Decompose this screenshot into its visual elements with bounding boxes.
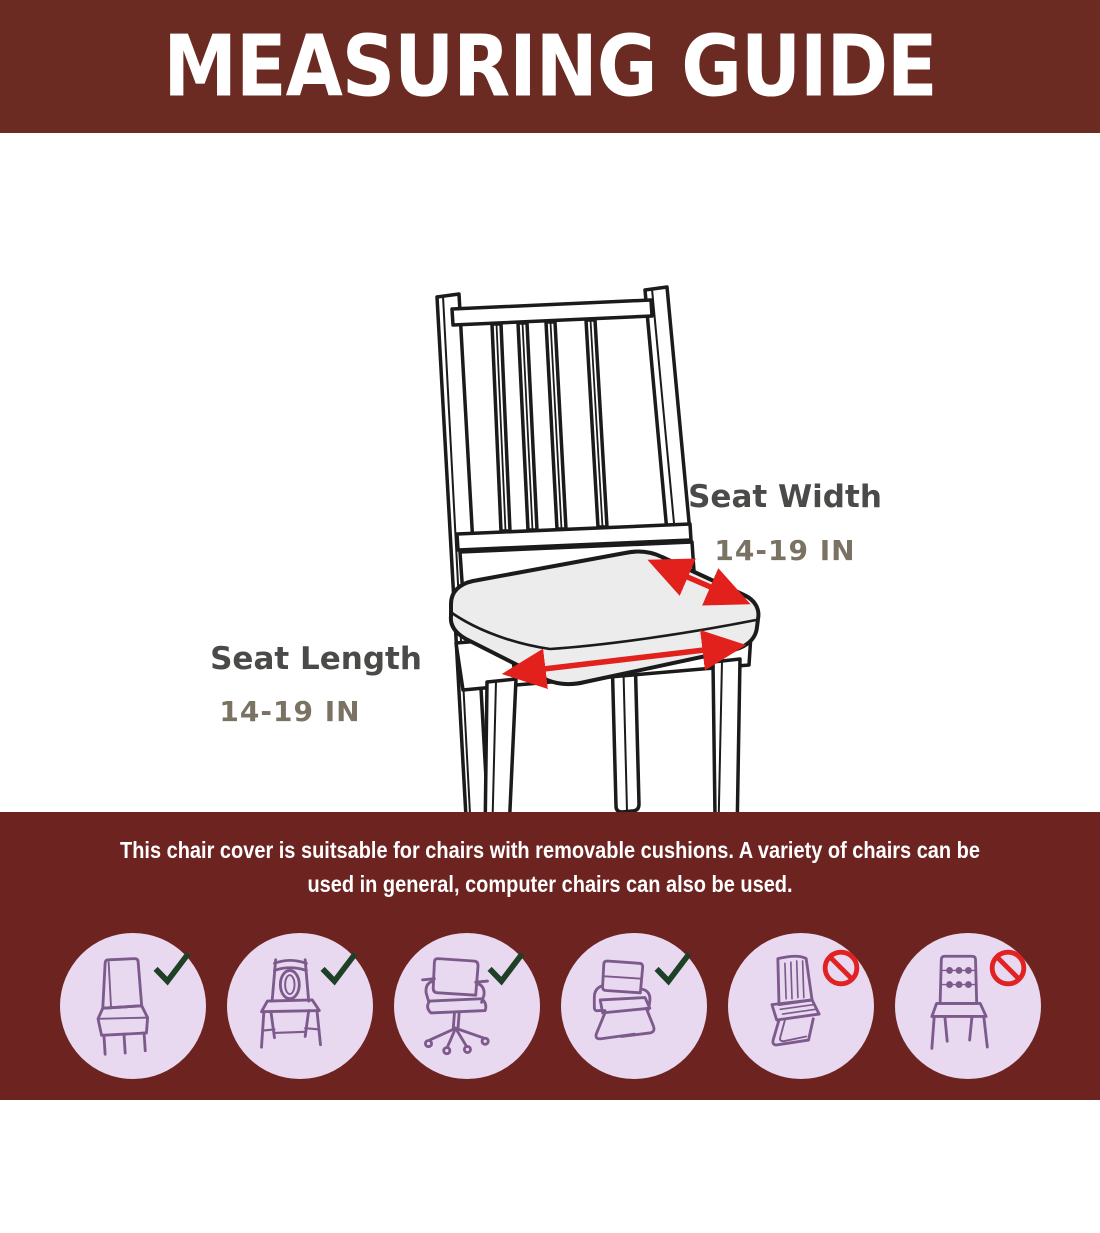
not-allowed-icon xyxy=(819,946,863,990)
info-band xyxy=(0,812,1100,1100)
suitability-item-slipcovered-chair xyxy=(60,933,206,1079)
check-icon xyxy=(320,950,358,988)
suitability-item-wooden-chair xyxy=(227,933,373,1079)
suitability-item-office-chair xyxy=(394,933,540,1079)
suitability-item-visitor-armchair xyxy=(561,933,707,1079)
check-icon xyxy=(153,950,191,988)
note-line-1: This chair cover is suitsable for chairs with removable cushions. A variety of chairs can be xyxy=(120,837,980,863)
suitability-item-tufted-chair xyxy=(895,933,1041,1079)
suitability-note xyxy=(83,812,1018,901)
header-band xyxy=(0,0,1100,133)
seat-length-label: Seat Length xyxy=(210,641,422,677)
chair-type-row xyxy=(0,933,1100,1079)
check-icon xyxy=(487,950,525,988)
seat-width-value: 14-19 IN xyxy=(714,534,856,567)
suitability-item-cantilever-chair xyxy=(728,933,874,1079)
seat-width-label: Seat Width xyxy=(688,479,882,515)
seat-length-value: 14-19 IN xyxy=(219,695,361,728)
diagram-area xyxy=(0,133,1100,812)
check-icon xyxy=(654,950,692,988)
note-line-2: used in general, computer chairs can also be used. xyxy=(307,871,793,897)
page-title: MEASURING GUIDE xyxy=(163,17,937,116)
not-allowed-icon xyxy=(986,946,1030,990)
